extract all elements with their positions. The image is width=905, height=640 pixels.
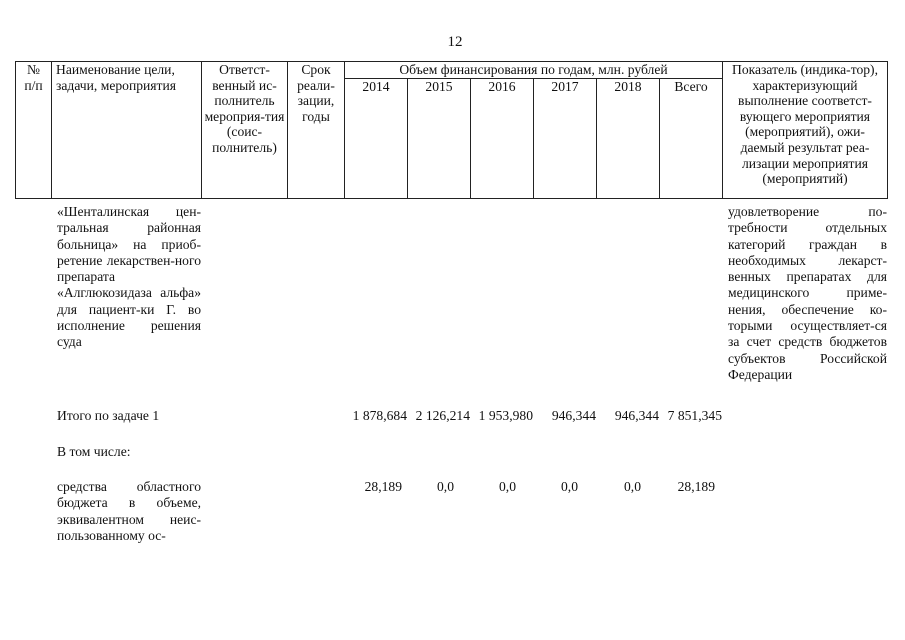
total-value-2014: 1 878,684 [352,408,407,423]
header-year: 2016 [488,78,516,94]
header-year: 2018 [614,78,642,94]
header-name [52,62,202,199]
header-year: 2015 [425,78,453,94]
header-number [16,62,52,199]
header-responsible [202,62,288,199]
total-value-2017: 946,344 [551,408,596,423]
header-number-label: № п/п [24,62,43,93]
header-year-cell [408,78,471,198]
page-number: 12 [447,34,463,50]
total-value-all: 7 851,345 [667,408,722,423]
total-label: Итого по задаче 1 [57,408,160,423]
header-funding [345,62,723,79]
table-header [15,61,888,199]
header-funding-label: Объем финансирования по годам, млн. рублей [399,62,668,77]
header-total: Всего [674,78,708,94]
header-responsible-label: Ответст-венный ис-полнитель мероприя-тия (соис-полнитель) [204,62,285,155]
total-value-2015: 2 126,214 [415,408,470,423]
activity-text: «Шенталинская цен-тральная районная больница» на приоб-ретение лекарствен-ного препарата «Алглюкозидаза альфа» для пациент-ки Г. во исполнение решения суда [57,204,201,350]
indicator-text: удовлетворение по-требности отдельных категорий граждан в необходимых лекарст-венных препаратах для медицинского приме-нения, обеспечение ко-торыми осуществляет-ся за счет средств бюджетов субъектов Российской Федерации [728,204,887,382]
header-term [288,62,345,199]
regional-value-2015: 0,0 [437,479,454,494]
regional-budget-text: средства областного бюджета в объеме, эквивалентном неис-пользованному ос- [57,479,201,543]
header-year: 2014 [362,78,390,94]
header-indicator-label: Показатель (индика-тор), характеризующий выполнение соответст-вующего мероприятия (мероприятий), ожи-даемый результат реа-лизации мероприятия (мероприятий) [732,62,878,187]
header-year: 2017 [551,78,579,94]
regional-value-2014: 28,189 [364,479,402,494]
header-year-cell [471,78,534,198]
regional-value-2017: 0,0 [561,479,578,494]
header-term-label: Срок реали-зации, годы [297,62,335,124]
regional-value-2016: 0,0 [499,479,516,494]
header-indicator [723,62,888,199]
header-name-label: Наименование цели, задачи, мероприятия [56,62,177,93]
header-year-cell [660,78,723,198]
regional-value-all: 28,189 [677,479,715,494]
total-value-2018: 946,344 [614,408,659,423]
header-year-cell [345,78,408,198]
header-year-cell [597,78,660,198]
regional-value-2018: 0,0 [624,479,641,494]
total-value-2016: 1 953,980 [478,408,533,423]
header-year-cell [534,78,597,198]
including-label: В том числе: [57,444,131,459]
